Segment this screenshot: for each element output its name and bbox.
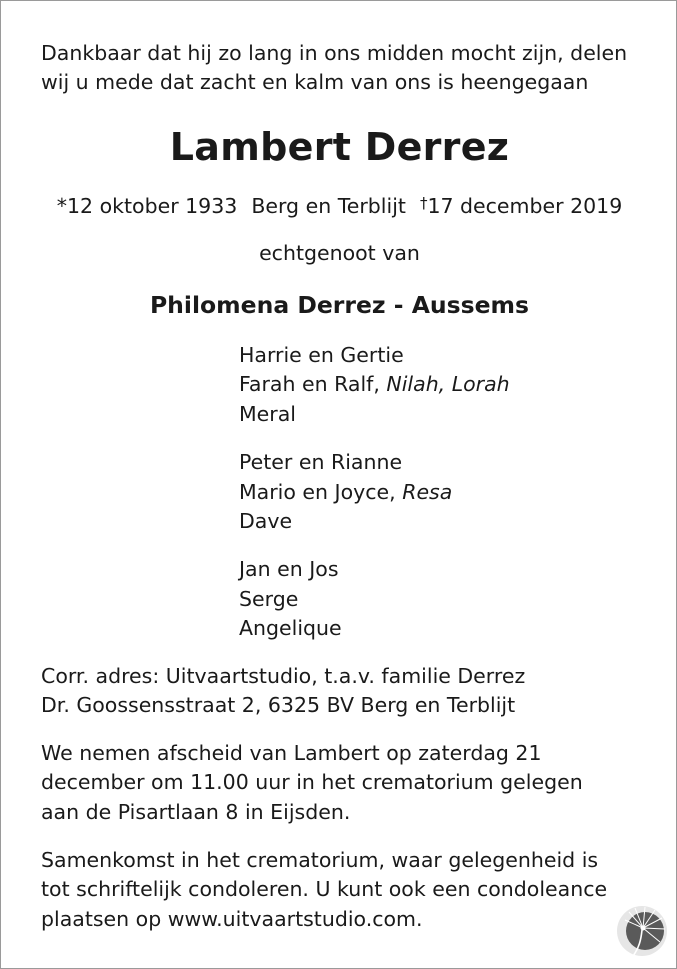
correspondence-address	[41, 662, 651, 721]
gathering-line: Samenkomst in het crematorium, waar gelegenheid is	[41, 848, 599, 872]
family-line: Jan en Jos	[239, 557, 339, 582]
family-line	[239, 478, 510, 507]
gathering-line: plaatsen op www.uitvaartstudio.com.	[41, 906, 423, 931]
family-line: Meral	[239, 401, 296, 426]
farewell-paragraph	[41, 739, 651, 827]
intro-line: wij u mede dat zacht en kalm van ons is heengegaan	[41, 70, 589, 94]
gathering-paragraph	[41, 846, 651, 934]
address-line: Corr. adres: Uitvaartstudio, t.a.v. familie Derrez	[41, 664, 526, 688]
family-line: Harrie en Gertie	[239, 343, 404, 367]
intro-text	[41, 39, 651, 97]
grandchildren-names: Nilah, Lorah	[386, 372, 510, 397]
deceased-name: Lambert Derrez	[169, 125, 510, 169]
family-line: Serge	[239, 586, 299, 611]
farewell-line: aan de Pisartlaan 8 in Eijsden.	[41, 799, 351, 824]
farewell-line: We nemen afscheid van Lambert op zaterdag 21	[41, 741, 542, 765]
family-names: Mario en Joyce,	[239, 479, 403, 504]
family-list	[239, 341, 510, 663]
family-group	[239, 555, 510, 643]
address-line: Dr. Goossensstraat 2, 6325 BV Berg en Terblijt	[41, 693, 516, 718]
spouse-label: echtgenoot van	[259, 241, 420, 265]
family-line	[239, 370, 510, 399]
family-line: Peter en Rianne	[239, 450, 403, 475]
life-dates	[1, 188, 677, 221]
family-line: Angelique	[239, 616, 342, 641]
family-line: Dave	[239, 509, 293, 534]
birth-date: *12 oktober 1933	[56, 194, 238, 218]
death-date: 17 december 2019	[427, 194, 623, 218]
intro-line: Dankbaar dat hij zo lang in ons midden mocht zijn, delen	[41, 41, 628, 65]
family-names: Farah en Ralf,	[239, 372, 387, 397]
family-group	[239, 341, 510, 429]
farewell-line: december om 11.00 uur in het crematorium gelegen	[41, 770, 583, 795]
dandelion-logo-icon	[615, 904, 669, 958]
gathering-line: tot schriftelijk condoleren. U kunt ook een condoleance	[41, 877, 608, 902]
place-name: Berg en Terblijt	[251, 194, 406, 218]
spouse-name: Philomena Derrez - Aussems	[149, 291, 530, 319]
family-group	[239, 448, 510, 536]
grandchildren-names: Resa	[402, 479, 453, 504]
cross-symbol: †	[419, 194, 428, 212]
